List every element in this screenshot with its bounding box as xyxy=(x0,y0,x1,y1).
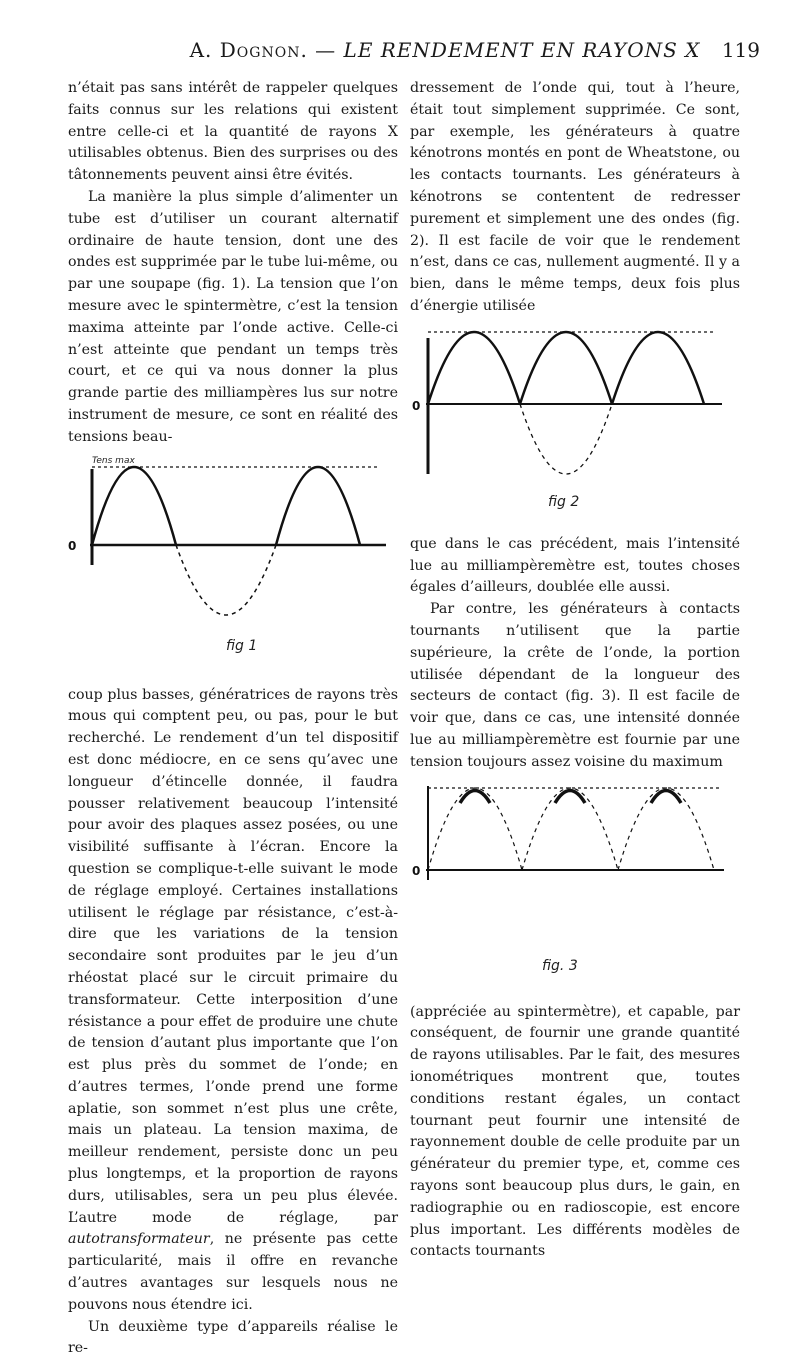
left-paragraph-3-text: coup plus basses, génératrices de rayons très mous qui comptent peu, ou pas, pour le but recherché. Le rendement d’un tel dispositif est donc médiocre, en ce sens qu’avec une longueur d’étincelle donnée, il faudra pousser relativement beaucoup l’intensité pour avoir des plaques assez posées, ou une visibilité suffisante à l’écran. Encore la question se complique-t-elle suivant le mode de réglage employé. Certaines installations utilisent le réglage par résistance, c’est-à-dire que les variations de la tension secondaire sont produites par le jeu d’un rhéostat placé sur le circuit primaire du transformateur. Cette interposition d’une résistance a pour effet de produire une chute de tension d’autant plus importante que l’on est plus près du sommet de l’onde; en d’autres termes, l’onde prend une forme aplatie, son sommet n’est plus une crête, mais un plateau. La tension maxima, de meilleur rendement, persiste donc un peu plus longtemps, et la proportion de rayons durs, utilisables, sera un peu plus élevée. L’autre mode de réglage, par xyxy=(68,686,398,1226)
fig3-zero-label: 0 xyxy=(412,863,421,878)
fig2-wave-2 xyxy=(520,332,612,404)
fig2-wave-1 xyxy=(428,332,520,404)
fig1-wave-negative xyxy=(176,545,276,615)
fig3-caption: fig. 3 xyxy=(542,957,578,974)
fig3-wave-1 xyxy=(428,788,522,870)
right-paragraph-4: (appréciée au spintermètre), et capable, par conséquent, de fournir une grande quantité de rayons utilisables. Par le fait, des mesures ionométriques montrent que, toutes conditions restant égales, un contact tournant peut fournir une intensité de rayonnement double de celle produite par un générateur du premier type, et, comme ces rayons sont beaucoup plus durs, le gain, en radiographie ou en radioscopie, est encore plus important. Les différents modèles de contacts tournants xyxy=(410,1003,740,1260)
fig2-caption: fig 2 xyxy=(548,493,580,510)
right-paragraph-2: que dans le cas précédent, mais l’intensité lue au milliampèremètre est, toutes choses égales d’ailleurs, doublée elle aussi. xyxy=(410,535,740,596)
figure-1 xyxy=(68,455,398,675)
figure-3-diagram xyxy=(410,780,730,992)
left-paragraph-1: n’était pas sans intérêt de rappeler quelques faits connus sur les relations qui existent entre celle-ci et la quantité de rayons X utilisables obtenus. Bien des surprises ou des tâtonnements peuvent ainsi être évités. xyxy=(68,80,398,184)
left-paragraph-3 xyxy=(68,685,398,1317)
fig1-zero-label: 0 xyxy=(68,538,77,553)
figure-2 xyxy=(410,324,740,524)
figure-3 xyxy=(410,780,740,992)
fig3-crest-3 xyxy=(651,790,681,803)
page-header xyxy=(70,38,760,68)
fig3-crest-1 xyxy=(460,790,490,803)
left-column xyxy=(68,78,398,1360)
left-paragraph-3-end: , ne présente pas cette particularité, mais il offre en revanche d’autres avantages sur lesquels nous ne pouvons nous étendre ici. xyxy=(68,1231,398,1313)
fig2-zero-label: 0 xyxy=(412,398,421,413)
fig3-crest-2 xyxy=(555,790,585,803)
fig2-wave-3 xyxy=(612,332,704,404)
fig1-caption: fig 1 xyxy=(226,637,258,654)
right-paragraph-1: dressement de l’onde qui, tout à l’heure, était tout simplement supprimée. Ce sont, par exemple, les générateurs à quatre kénotrons montés en pont de Wheatstone, ou les contacts tournants. Les générateurs à kénotrons se contentent de redresser purement et simplement une des ondes (fig. 2). Il est facile de voir que le rendement n’est, dans ce cas, nullement augmenté. Il y a bien, dans le même temps, deux fois plus d’énergie utilisée xyxy=(410,80,740,314)
fig2-wave-negative xyxy=(520,404,612,474)
right-paragraph-3: Par contre, les générateurs à contacts tournants n’utilisent que la partie supérieure, la crête de l’onde, la portion utilisée dépendant de la longueur des secteurs de contact (fig. 3). Il est facile de voir que, dans ce cas, une intensité donnée lue au milliampèremètre est fournie par une tension toujours assez voisine du maximum xyxy=(410,601,740,770)
right-column xyxy=(410,78,740,1263)
header-author: A. Dognon. xyxy=(189,38,308,62)
fig1-wave-positive-2 xyxy=(276,467,360,545)
left-paragraph-2: La manière la plus simple d’alimenter un tube est d’utiliser un courant alternatif ordinaire de haute tension, dont une des ondes est supprimée par le tube lui-même, ou par une soupape (fig. 1). La tension que l’on mesure avec le spintermètre, c’est la tension maxima atteinte par l’onde active. Celle-ci n’est atteinte que pendant un temps très court, et ce qui va nous donner la plus grande partie des milliampères lus sur notre instrument de mesure, ce sont en réalité des tensions beau- xyxy=(68,188,398,445)
running-title xyxy=(165,38,725,62)
left-paragraph-3-italic: autotransformateur xyxy=(68,1231,210,1248)
left-paragraph-4: Un deuxième type d’appareils réalise le re- xyxy=(68,1318,398,1357)
fig1-wave-positive-1 xyxy=(92,467,176,545)
page-number: 119 xyxy=(721,38,760,62)
fig1-max-label: Tens max xyxy=(92,455,135,466)
figure-1-diagram xyxy=(68,455,388,675)
fig3-wave-3 xyxy=(618,788,714,870)
fig3-wave-2 xyxy=(522,788,618,870)
header-title-text: LE RENDEMENT EN RAYONS X xyxy=(343,38,701,62)
header-dash: — xyxy=(307,38,344,62)
figure-2-diagram xyxy=(410,324,730,524)
